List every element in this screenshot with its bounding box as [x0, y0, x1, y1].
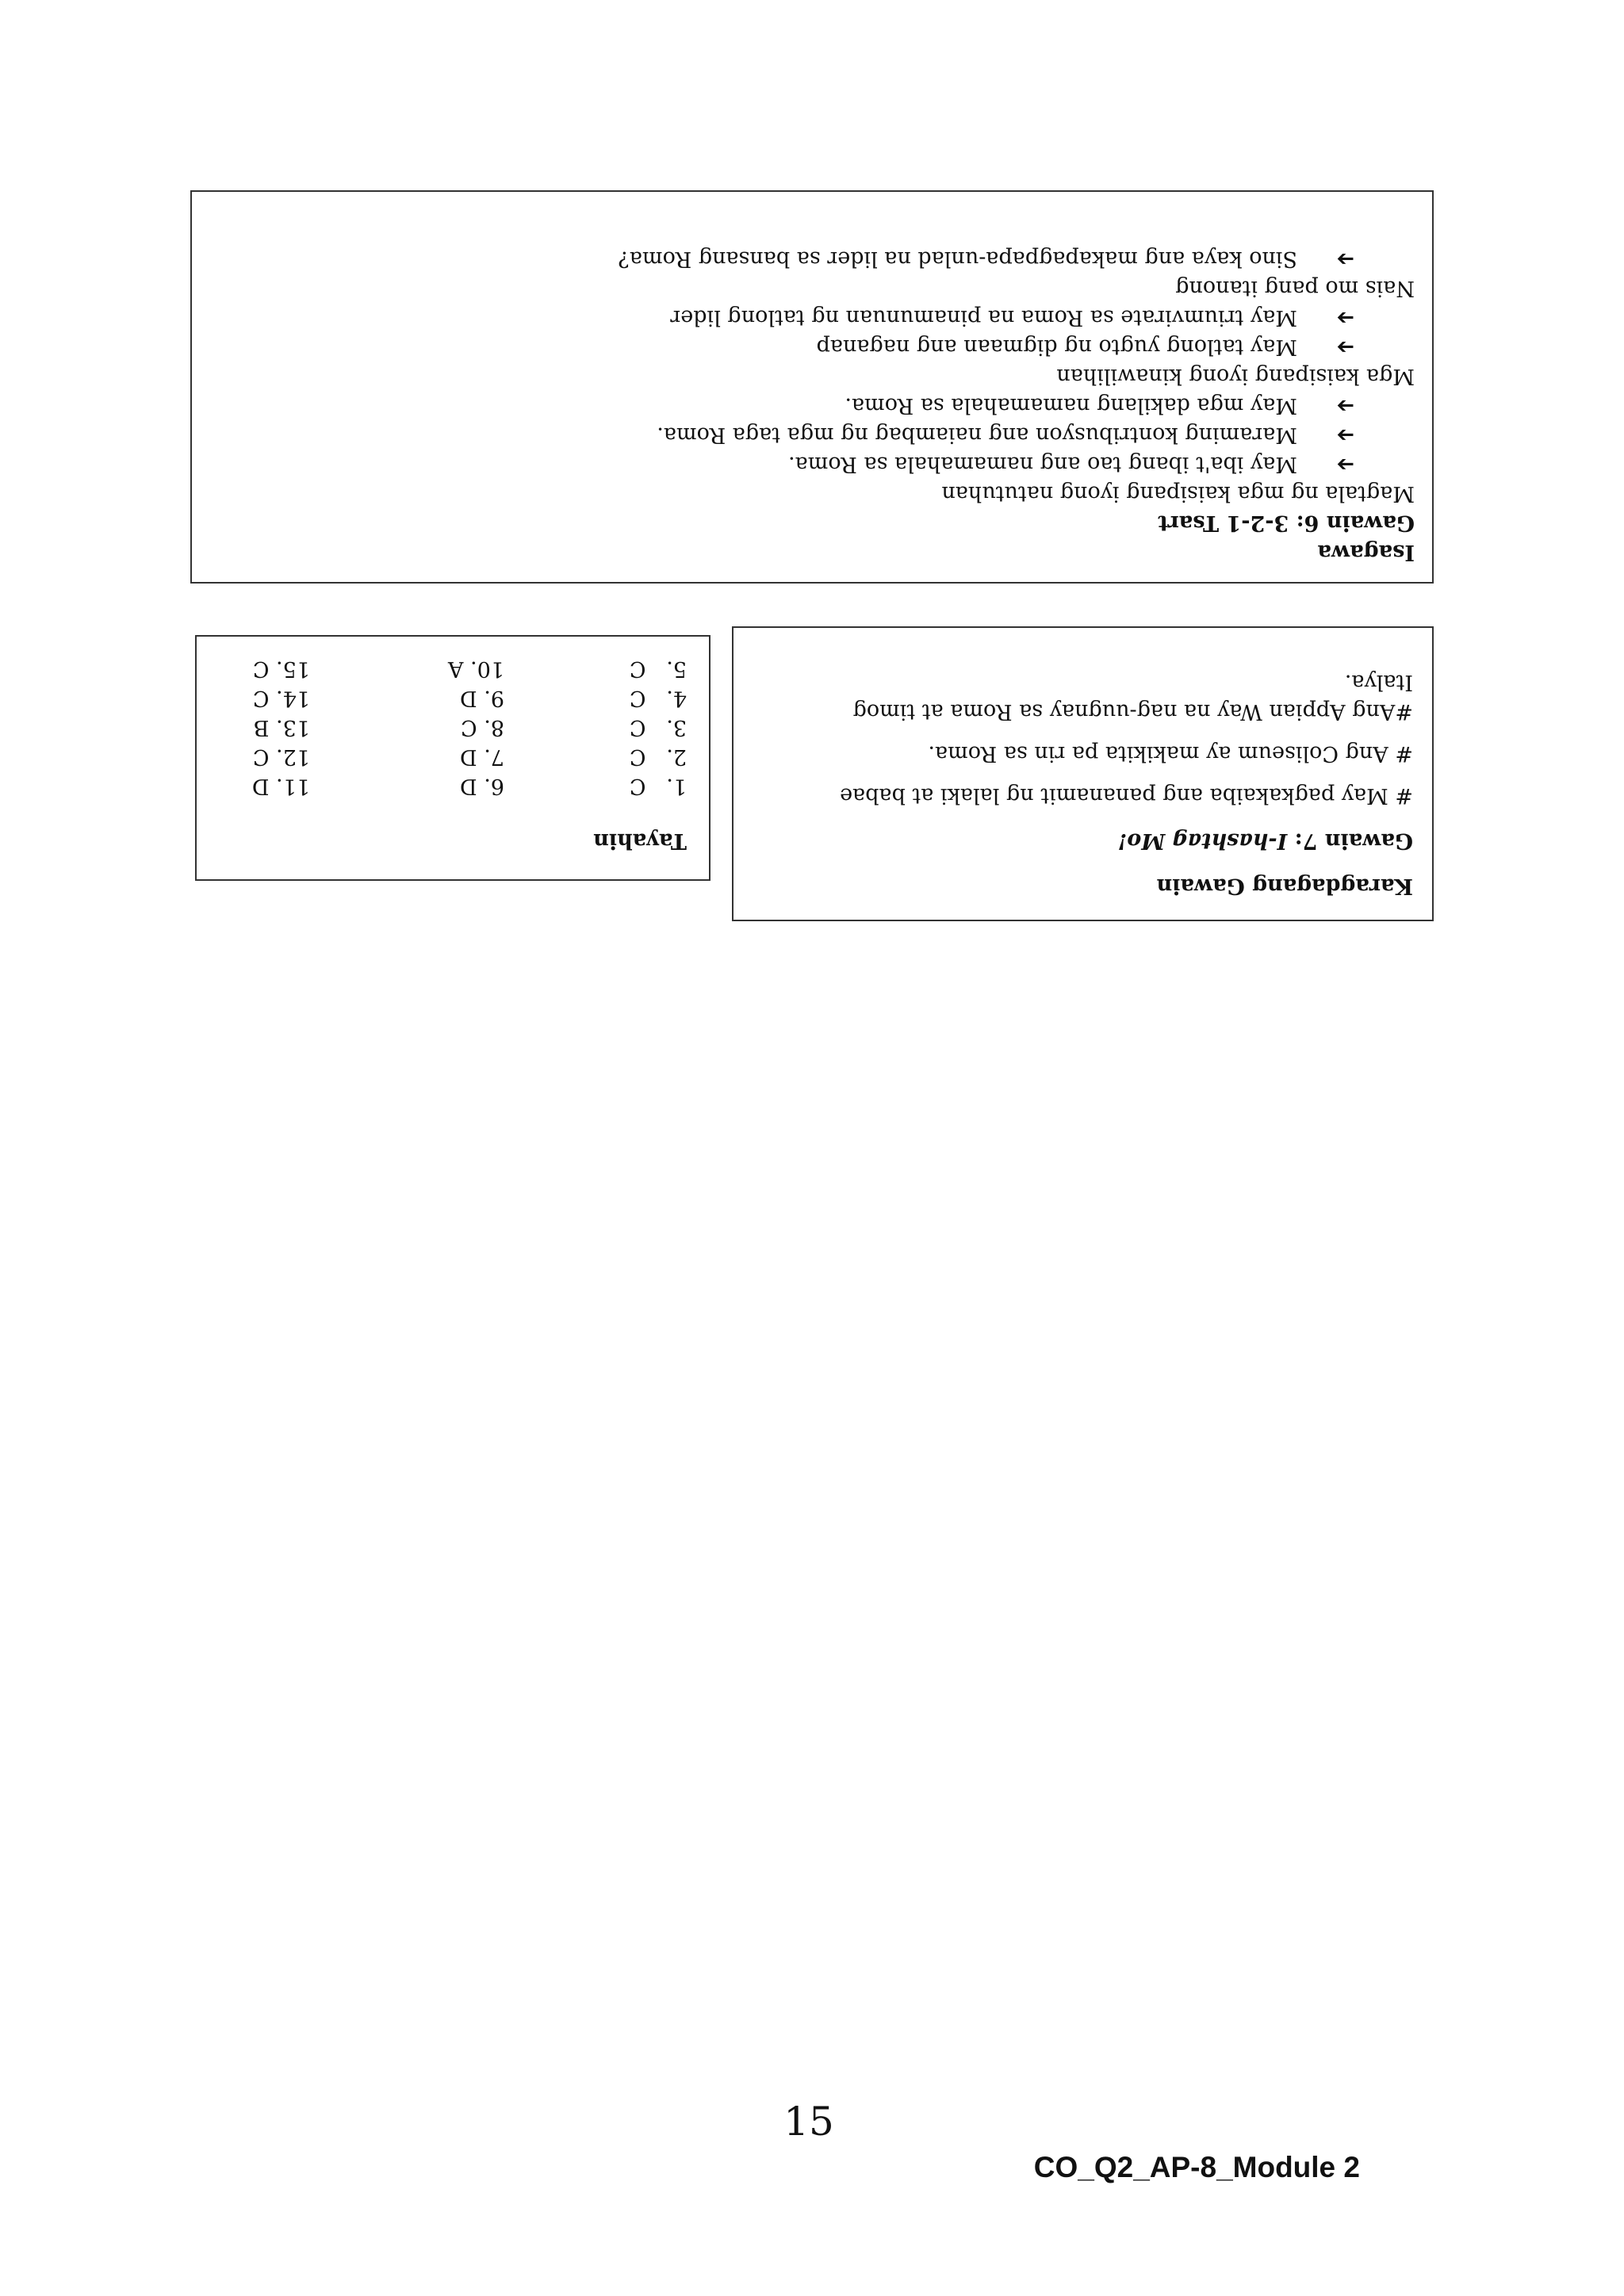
- isagawa-intro: Magtala ng mga kaisipang iyong natutuhan: [941, 481, 1415, 506]
- answer-item: 10. A: [447, 656, 504, 681]
- answer-item: 12. C: [252, 744, 310, 769]
- arrow-right-icon: ➔: [1336, 423, 1354, 447]
- list-item: [209, 332, 1415, 362]
- module-code: CO_Q2_AP-8_Module 2: [1033, 2151, 1360, 2183]
- list-item-text: Sino kaya ang makapagpapa-unlad na lider sa bansang Roma?: [618, 247, 1297, 271]
- list-item: [209, 450, 1415, 479]
- arrow-right-icon: ➔: [1336, 393, 1354, 418]
- list-item-text: May triumvirate sa Roma na pinamunuan ng tatlong lider: [670, 305, 1297, 330]
- list-item-text: May mga dakilang namamahala sa Roma.: [845, 393, 1297, 418]
- list-item: [209, 391, 1415, 420]
- answer-item: 14. C: [252, 686, 310, 710]
- arrow-right-icon: ➔: [1336, 305, 1354, 330]
- answer-item: 1. C: [629, 774, 687, 798]
- group2-intro: Mga kaisipang iyong kinawilihan: [1056, 364, 1415, 388]
- answer-item: 3. C: [629, 715, 687, 740]
- tayahin-box: [195, 635, 710, 881]
- arrow-right-icon: ➔: [1336, 335, 1354, 359]
- hashtag-line: #Ang Appian Way na nag-uugnay sa Roma at timog: [852, 699, 1413, 724]
- list-item: [209, 303, 1415, 332]
- tayahin-heading: Tayahin: [593, 828, 687, 853]
- answer-item: 15. C: [252, 656, 310, 681]
- answer-item: 11. D: [251, 774, 310, 798]
- arrow-right-icon: ➔: [1336, 247, 1354, 271]
- gawain-7-prefix: Gawain 7:: [1287, 828, 1413, 853]
- isagawa-heading: Isagawa: [1317, 540, 1415, 564]
- gawain-7-title: [753, 826, 1413, 855]
- isagawa-box: [190, 190, 1434, 584]
- answer-item: 7. D: [460, 744, 504, 769]
- hashtag-line: Italya.: [1344, 670, 1413, 695]
- answer-item: 9. D: [460, 686, 504, 710]
- gawain-7-italic: I-hashtag Mo!: [1117, 828, 1288, 853]
- list-item: [209, 244, 1415, 274]
- answer-item: 13. B: [253, 715, 310, 740]
- answer-column: [310, 654, 504, 801]
- gawain-6-title: Gawain 6: 3-2-1 Tsart: [1158, 511, 1415, 535]
- answer-column: [215, 654, 310, 801]
- answer-item: 5. C: [629, 656, 687, 681]
- answer-item: 2. C: [629, 744, 687, 769]
- list-item-text: Maraming kontribusyon ang naiambag ng mga taga Roma.: [657, 423, 1297, 447]
- answer-item: 6. D: [460, 774, 504, 798]
- list-item-text: May tatlong yugto ng digmaan ang naganap: [816, 335, 1297, 359]
- karagdagang-heading: Karagdagang Gawain: [1156, 874, 1413, 898]
- list-item: [209, 420, 1415, 450]
- group3-intro: Nais mo pang itanong: [1175, 276, 1415, 300]
- karagdagang-gawain-box: [732, 626, 1434, 921]
- page-number: 15: [783, 2099, 834, 2145]
- hashtag-line: # Ang Coliseum ay makikita pa rin sa Roma.: [928, 741, 1413, 766]
- arrow-right-icon: ➔: [1336, 452, 1354, 476]
- answer-column: [504, 654, 687, 801]
- list-item-text: May iba't ibang tao ang namamahala sa Roma.: [788, 452, 1297, 476]
- answer-key-grid: [219, 654, 687, 801]
- hashtag-line: # May pagkakaiba ang pananamit ng lalaki at babae: [840, 783, 1413, 808]
- answer-item: 8. C: [460, 715, 504, 740]
- answer-item: 4. C: [629, 686, 687, 710]
